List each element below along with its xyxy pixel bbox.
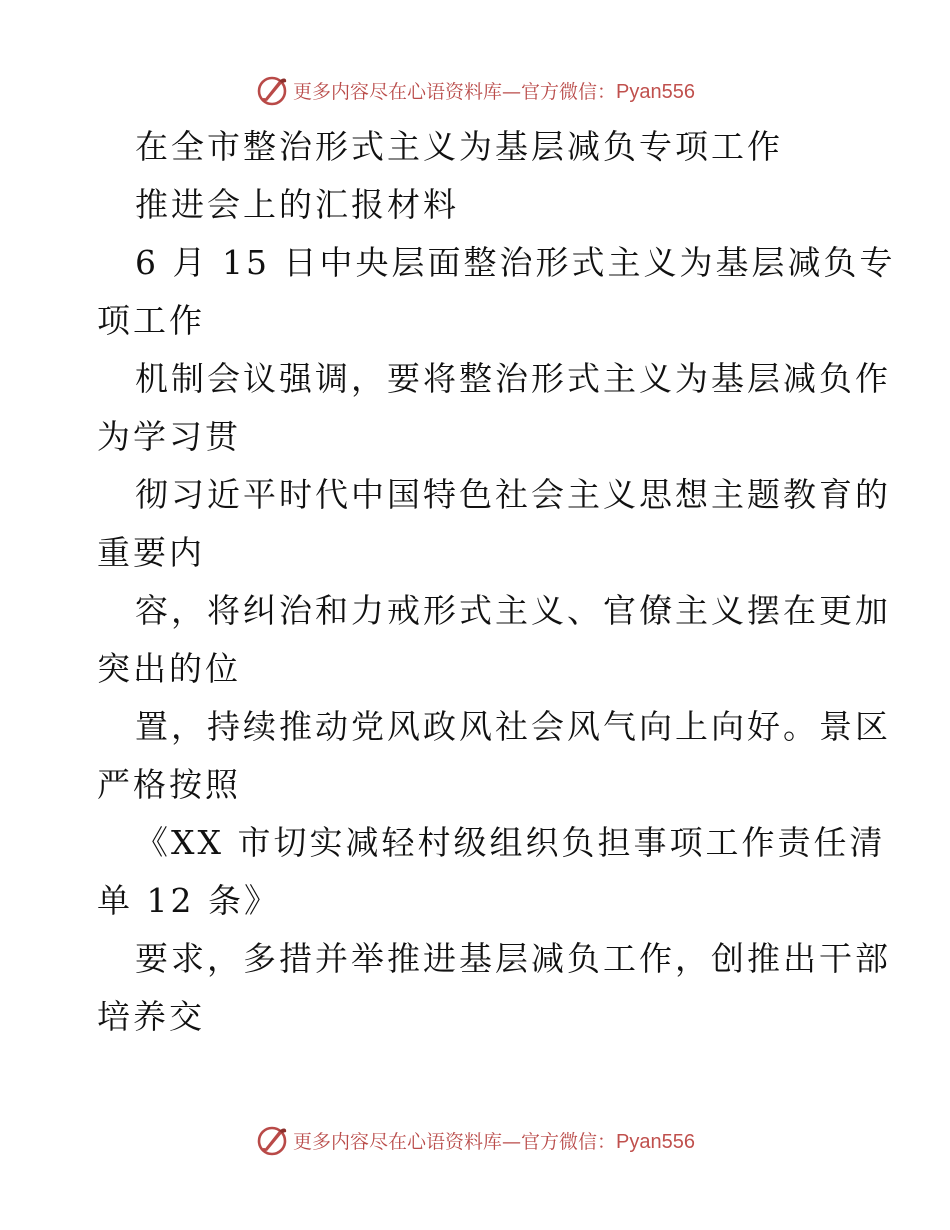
body-line: 培养交	[97, 997, 205, 1036]
body-line: 为学习贯	[97, 417, 241, 456]
quill-pen-circle-icon	[255, 1123, 289, 1157]
banner-text	[293, 77, 695, 104]
banner-wechat-label: 官方微信：	[521, 80, 617, 103]
body-line: 严格按照	[97, 765, 241, 804]
banner-slogan: 更多内容尽在心语资料库	[293, 80, 503, 103]
body-line: 要求，多措并举推进基层减负工作，创推出干部	[135, 939, 891, 978]
quill-pen-circle-icon	[255, 73, 289, 107]
banner-wechat-id: Pyan556	[616, 80, 695, 103]
body-line: 容，将纠治和力戒形式主义、官僚主义摆在更加	[135, 591, 891, 630]
body-line: 推进会上的汇报材料	[135, 185, 459, 224]
banner-separator: —	[502, 80, 522, 103]
body-line: 项工作	[97, 301, 205, 340]
body-line: 机制会议强调，要将整治形式主义为基层减负作	[135, 359, 891, 398]
body-line: 突出的位	[97, 649, 241, 688]
banner-wechat-label: 官方微信：	[521, 1130, 617, 1153]
body-line: 重要内	[97, 533, 205, 572]
body-line: 置，持续推动党风政风社会风气向上向好。景区	[135, 707, 891, 746]
banner-wechat-id: Pyan556	[616, 1130, 695, 1153]
banner-slogan: 更多内容尽在心语资料库	[293, 1130, 503, 1153]
banner-text	[293, 1127, 695, 1154]
document-body	[97, 118, 896, 1046]
banner-separator: —	[502, 1130, 522, 1153]
body-line: 《XX 市切实减轻村级组织负担事项工作责任清	[135, 823, 886, 862]
body-line: 彻习近平时代中国特色社会主义思想主题教育的	[135, 475, 891, 514]
body-line: 6 月 15 日中央层面整治形式主义为基层减负专	[135, 243, 896, 282]
body-line: 在全市整治形式主义为基层减负专项工作	[135, 127, 783, 166]
footer-banner	[0, 1120, 950, 1160]
body-line: 单 12 条》	[97, 881, 280, 920]
header-banner	[0, 70, 950, 110]
